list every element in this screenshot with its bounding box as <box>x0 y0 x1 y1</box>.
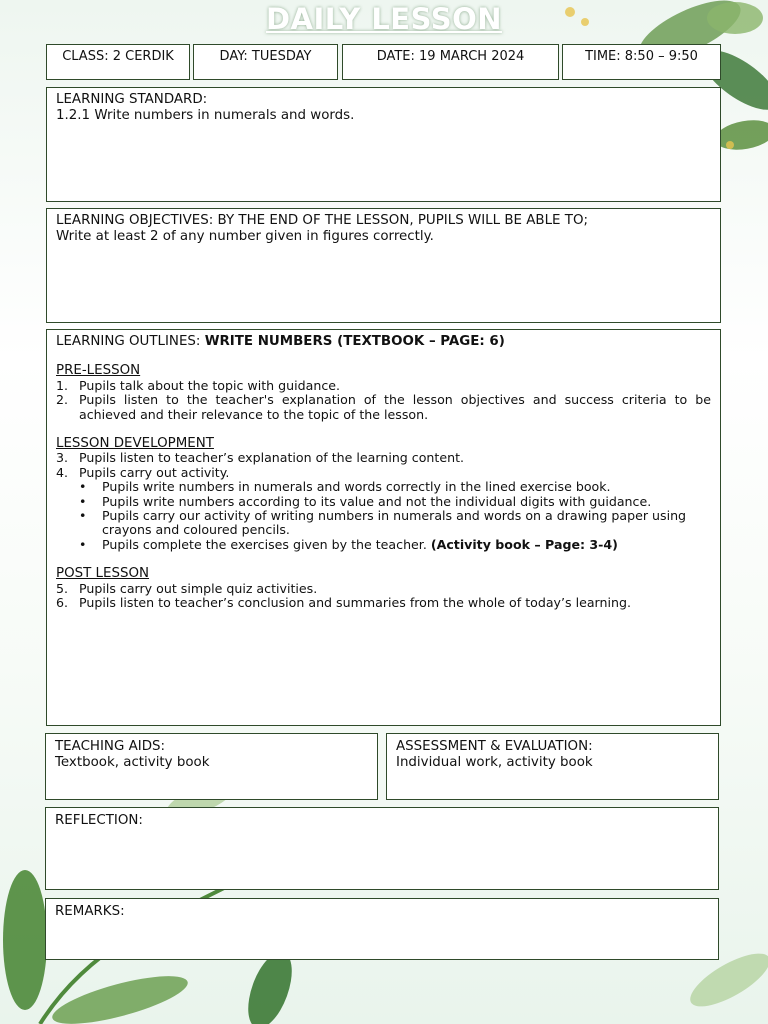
day-field: DAY: TUESDAY <box>193 44 338 80</box>
assessment-box <box>386 733 719 800</box>
bullet-item: • Pupils write numbers according to its value and not the individual digits with guidance. <box>79 493 652 509</box>
learning-objectives-label: LEARNING OBJECTIVES: BY THE END OF THE LESSON, PUPILS WILL BE ABLE TO; <box>56 213 589 228</box>
reflection-label: REFLECTION: <box>55 813 143 828</box>
pre-lesson-heading: PRE-LESSON <box>56 363 141 379</box>
time-field: TIME: 8:50 – 9:50 <box>562 44 721 80</box>
assessment-label: ASSESSMENT & EVALUATION: <box>396 739 593 754</box>
list-item: 6. Pupils listen to teacher’s conclusion and summaries from the whole of today’s learning. <box>56 595 631 611</box>
learning-objectives-box <box>46 208 721 323</box>
reflection-box <box>45 807 719 890</box>
bullet-item: • Pupils write numbers in numerals and words correctly in the lined exercise book. <box>79 479 611 495</box>
learning-standard-text: 1.2.1 Write numbers in numerals and words. <box>56 108 355 123</box>
bullet-icon: • <box>79 508 87 524</box>
teaching-aids-label: TEACHING AIDS: <box>55 739 166 754</box>
remarks-label: REMARKS: <box>55 904 125 919</box>
lesson-development-heading: LESSON DEVELOPMENT <box>56 436 214 452</box>
bullet-item: • Pupils complete the exercises given by the teacher. (Activity book – Page: 3-4) <box>79 536 618 552</box>
learning-outlines-topic: WRITE NUMBERS (TEXTBOOK – PAGE: 6) <box>204 334 505 349</box>
activity-book-ref: (Activity book – Page: 3-4) <box>430 536 618 552</box>
list-item: 4. Pupils carry out activity. <box>56 464 230 480</box>
learning-objectives-text: Write at least 2 of any number given in figures correctly. <box>56 229 434 244</box>
learning-standard-label: LEARNING STANDARD: <box>56 92 208 107</box>
remarks-box <box>45 898 719 960</box>
bullet-icon: • <box>79 536 87 552</box>
learning-standard-box <box>46 87 721 202</box>
bullet-icon: • <box>79 479 87 495</box>
list-item: 1. Pupils talk about the topic with guidance. <box>56 377 341 393</box>
list-item: 2. Pupils listen to the teacher's explanation of the lesson objectives and success criteria to be achieved and their relevance to the topic of the lesson. <box>56 392 711 422</box>
learning-outlines-label: LEARNING OUTLINES: <box>56 334 205 349</box>
list-item: 3. Pupils listen to teacher’s explanation of the learning content. <box>56 450 465 466</box>
date-field: DATE: 19 MARCH 2024 <box>342 44 559 80</box>
page-title: DAILY LESSON <box>265 2 503 36</box>
list-item: 5. Pupils carry out simple quiz activities. <box>56 580 318 596</box>
post-lesson-heading: POST LESSON <box>56 566 150 582</box>
learning-outlines-heading <box>56 335 711 349</box>
bullet-item: • Pupils carry our activity of writing numbers in numerals and words on a drawing paper using crayons and coloured pencils. <box>79 508 687 538</box>
class-field: CLASS: 2 CERDIK <box>46 44 190 80</box>
teaching-aids-text: Textbook, activity book <box>55 755 210 770</box>
teaching-aids-box <box>45 733 378 800</box>
bullet-icon: • <box>79 493 87 509</box>
assessment-text: Individual work, activity book <box>396 755 593 770</box>
learning-outlines-box <box>46 329 721 726</box>
